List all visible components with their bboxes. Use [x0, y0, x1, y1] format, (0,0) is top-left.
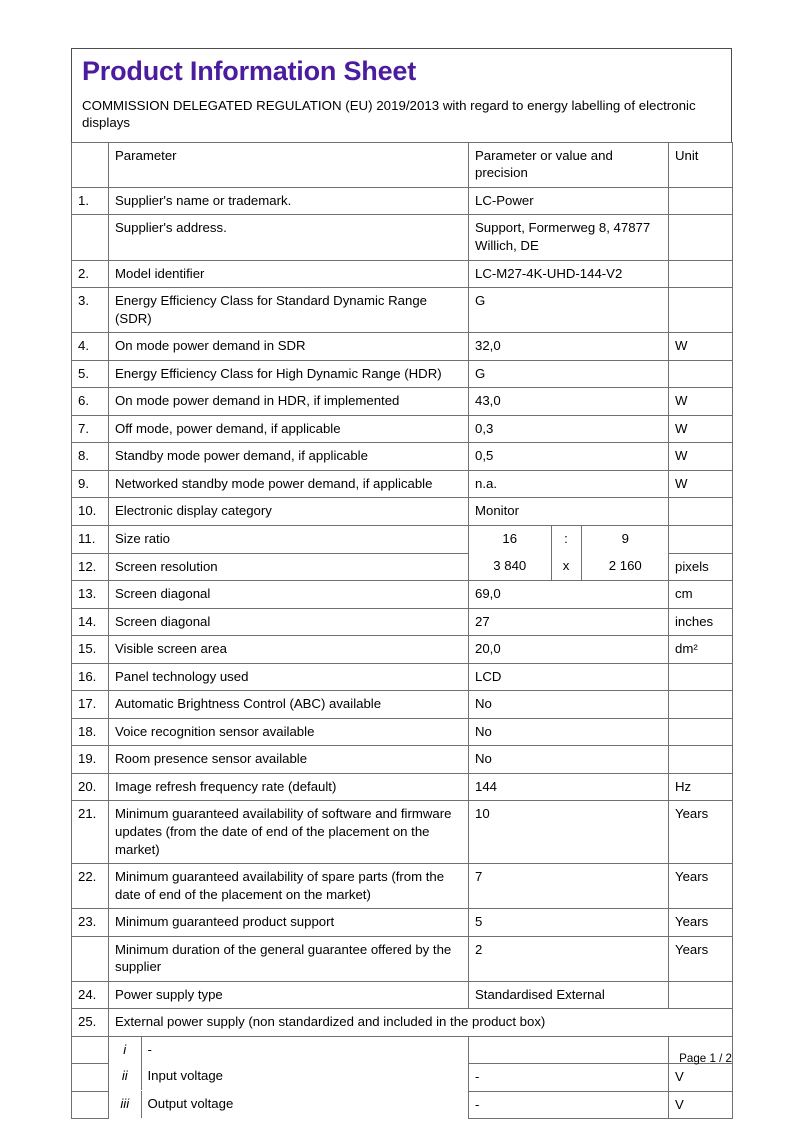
table-row [72, 581, 733, 609]
split-value-b: 2 160 [581, 553, 669, 580]
document-subtitle: COMMISSION DELEGATED REGULATION (EU) 2019/2013 with regard to energy labelling of electronic displays [82, 97, 696, 131]
row-unit: W [669, 443, 733, 471]
page-footer: Page 1 / 2 [679, 1052, 732, 1065]
split-separator: x [551, 553, 581, 580]
row-parameter: Minimum duration of the general guarantee offered by the supplier [109, 936, 469, 981]
row-number: 10. [72, 498, 109, 526]
table-row [72, 981, 733, 1009]
subrow-value: - [469, 1063, 669, 1091]
row-unit: W [669, 388, 733, 416]
subrow-parameter: Input voltage [141, 1063, 468, 1090]
row-number [72, 1063, 109, 1091]
table-row [72, 636, 733, 664]
row-value: n.a. [469, 470, 669, 498]
row-number: 3. [72, 288, 109, 333]
row-value [469, 525, 669, 553]
subrow-parameter-group [109, 1063, 469, 1091]
row-unit [669, 746, 733, 774]
table-subrow [72, 1091, 733, 1119]
row-value: No [469, 691, 669, 719]
table-row [72, 498, 733, 526]
table-row [72, 936, 733, 981]
row-value: 32,0 [469, 333, 669, 361]
table-row [72, 909, 733, 937]
row-number [72, 215, 109, 260]
row-parameter: Automatic Brightness Control (ABC) available [109, 691, 469, 719]
row-number: 6. [72, 388, 109, 416]
row-unit: Years [669, 864, 733, 909]
row-unit: W [669, 470, 733, 498]
row-parameter: Supplier's address. [109, 215, 469, 260]
subrow-parameter-group [109, 1091, 469, 1119]
split-value-group [469, 526, 669, 553]
subrow-unit: V [669, 1091, 733, 1119]
row-number: 23. [72, 909, 109, 937]
table-row [72, 663, 733, 691]
row-number: 15. [72, 636, 109, 664]
row-number: 18. [72, 718, 109, 746]
row-parameter: Minimum guaranteed availability of spare parts (from the date of end of the placement on the market) [109, 864, 469, 909]
row-unit [669, 498, 733, 526]
row-number: 9. [72, 470, 109, 498]
row-number: 2. [72, 260, 109, 288]
row-value: 7 [469, 864, 669, 909]
table-row [72, 187, 733, 215]
row-unit: cm [669, 581, 733, 609]
row-parameter: On mode power demand in SDR [109, 333, 469, 361]
row-number: 5. [72, 360, 109, 388]
table-row [72, 864, 733, 909]
row-number: 1. [72, 187, 109, 215]
row-value: 0,5 [469, 443, 669, 471]
column-header-number [72, 142, 109, 187]
row-value: G [469, 288, 669, 333]
row-unit [669, 260, 733, 288]
row-value: LC-M27-4K-UHD-144-V2 [469, 260, 669, 288]
row-number: 19. [72, 746, 109, 774]
row-number: 22. [72, 864, 109, 909]
row-value: Monitor [469, 498, 669, 526]
table-row [72, 608, 733, 636]
row-value: 20,0 [469, 636, 669, 664]
page-title: Product Information Sheet [82, 56, 417, 86]
row-parameter: Screen diagonal [109, 581, 469, 609]
row-number: 21. [72, 801, 109, 864]
row-number: 25. [72, 1009, 109, 1037]
table-row [72, 801, 733, 864]
row-value: No [469, 718, 669, 746]
row-parameter: Off mode, power demand, if applicable [109, 415, 469, 443]
row-unit: W [669, 333, 733, 361]
row-value: LCD [469, 663, 669, 691]
table-row [72, 443, 733, 471]
row-value: 43,0 [469, 388, 669, 416]
subrow-parameter: - [141, 1037, 468, 1064]
row-parameter: Electronic display category [109, 498, 469, 526]
row-number: 24. [72, 981, 109, 1009]
split-value-a: 16 [469, 526, 551, 553]
section-label: External power supply (non standardized and included in the product box) [109, 1009, 733, 1037]
table-row [72, 288, 733, 333]
split-separator: : [551, 526, 581, 553]
row-unit: Years [669, 936, 733, 981]
row-parameter: Model identifier [109, 260, 469, 288]
table-row [72, 691, 733, 719]
row-parameter: Minimum guaranteed product support [109, 909, 469, 937]
row-unit: W [669, 415, 733, 443]
sheet-body [71, 48, 732, 1119]
table-row [72, 388, 733, 416]
row-number: 8. [72, 443, 109, 471]
row-parameter: Minimum guaranteed availability of software and firmware updates (from the date of end of the placement on the market) [109, 801, 469, 864]
row-value: G [469, 360, 669, 388]
row-value: LC-Power [469, 187, 669, 215]
table-row [72, 746, 733, 774]
row-parameter: Power supply type [109, 981, 469, 1009]
subrow-value: - [469, 1091, 669, 1119]
subrow-roman-numeral: iii [109, 1091, 141, 1118]
row-unit: inches [669, 608, 733, 636]
row-unit [669, 360, 733, 388]
table-row [72, 260, 733, 288]
row-number: 11. [72, 525, 109, 553]
document-header [71, 48, 732, 142]
split-value-group [469, 553, 669, 580]
row-number: 4. [72, 333, 109, 361]
row-unit: dm² [669, 636, 733, 664]
row-value: Support, Formerweg 8, 47877 Willich, DE [469, 215, 669, 260]
row-parameter: Standby mode power demand, if applicable [109, 443, 469, 471]
row-parameter: Energy Efficiency Class for Standard Dynamic Range (SDR) [109, 288, 469, 333]
row-parameter: Networked standby mode power demand, if applicable [109, 470, 469, 498]
split-value-a: 3 840 [469, 553, 551, 580]
split-value-b: 9 [581, 526, 669, 553]
row-value: No [469, 746, 669, 774]
subrow-parameter: Output voltage [141, 1091, 468, 1118]
row-unit [669, 215, 733, 260]
row-number: 13. [72, 581, 109, 609]
row-value: 69,0 [469, 581, 669, 609]
row-number: 12. [72, 553, 109, 581]
row-unit [669, 718, 733, 746]
table-row [72, 470, 733, 498]
table-row [72, 360, 733, 388]
row-unit: Hz [669, 773, 733, 801]
table-row [72, 773, 733, 801]
row-parameter: Supplier's name or trademark. [109, 187, 469, 215]
row-number: 7. [72, 415, 109, 443]
table-row [72, 718, 733, 746]
row-unit [669, 288, 733, 333]
row-value: 0,3 [469, 415, 669, 443]
row-value: Standardised External [469, 981, 669, 1009]
column-header-value: Parameter or value and precision [469, 142, 669, 187]
row-unit [669, 663, 733, 691]
row-parameter: Image refresh frequency rate (default) [109, 773, 469, 801]
row-parameter: Visible screen area [109, 636, 469, 664]
row-parameter: Energy Efficiency Class for High Dynamic Range (HDR) [109, 360, 469, 388]
row-number [72, 936, 109, 981]
table-row [72, 553, 733, 581]
row-parameter: Screen diagonal [109, 608, 469, 636]
table-subrow [72, 1063, 733, 1091]
column-header-parameter: Parameter [109, 142, 469, 187]
row-number: 16. [72, 663, 109, 691]
row-parameter: Screen resolution [109, 553, 469, 581]
row-number: 14. [72, 608, 109, 636]
row-number: 20. [72, 773, 109, 801]
subrow-roman-numeral: ii [109, 1063, 141, 1090]
row-unit: Years [669, 909, 733, 937]
subrow-roman-numeral: i [109, 1037, 141, 1064]
table-row [72, 215, 733, 260]
row-value [469, 553, 669, 581]
column-header-unit: Unit [669, 142, 733, 187]
table-row [72, 333, 733, 361]
row-unit: Years [669, 801, 733, 864]
table-row [72, 525, 733, 553]
table-header-row [72, 142, 733, 187]
row-parameter: Panel technology used [109, 663, 469, 691]
row-number: 17. [72, 691, 109, 719]
row-value: 5 [469, 909, 669, 937]
table-body [72, 187, 733, 1118]
row-parameter: Voice recognition sensor available [109, 718, 469, 746]
row-value: 10 [469, 801, 669, 864]
row-unit: pixels [669, 553, 733, 581]
row-number [72, 1091, 109, 1119]
row-value: 27 [469, 608, 669, 636]
row-parameter: Room presence sensor available [109, 746, 469, 774]
row-value: 144 [469, 773, 669, 801]
row-parameter: Size ratio [109, 525, 469, 553]
row-unit [669, 187, 733, 215]
product-information-table [71, 142, 733, 1119]
row-parameter: On mode power demand in HDR, if implemented [109, 388, 469, 416]
row-unit [669, 691, 733, 719]
table-row [72, 415, 733, 443]
subrow-unit: V [669, 1063, 733, 1091]
row-unit [669, 981, 733, 1009]
row-value: 2 [469, 936, 669, 981]
row-unit [669, 525, 733, 553]
table-row-section [72, 1009, 733, 1037]
